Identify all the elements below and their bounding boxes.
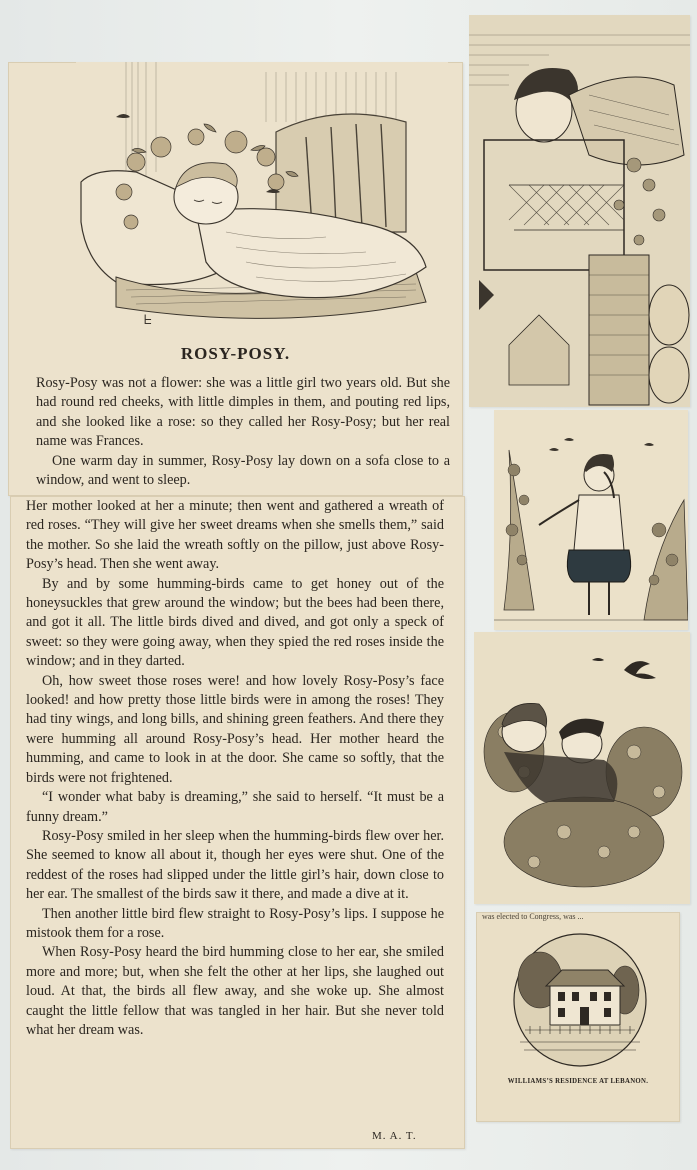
illustration-woman-at-window (469, 15, 690, 407)
clipping-fragment-text: was elected to Congress, was ... (482, 912, 584, 921)
story-paragraph: Oh, how sweet those roses were! and how lovely Rosy-Posy’s face looked! and how pretty those little birds were in among the roses! They had tiny wings, and long bills, and shining green feathers. And there they were humming all around Rosy-Posy’s head. Her mother heard the humming, and came to look in at the door. She came so softly, that the birds were not frightened. (26, 672, 444, 786)
illustration-girl-in-garden (494, 410, 688, 630)
story-paragraph: Rosy-Posy was not a flower: she was a little girl two years old. But she had round red cheeks, with little dimples in them, and pouting red lips, and she looked like a rose: so they called her Rosy-Posy; but her real name was Frances. (36, 375, 450, 450)
story-signature: M. A. T. (372, 1130, 417, 1142)
residence-caption: WILLIAMS’S RESIDENCE AT LEBANON. (507, 1078, 649, 1085)
story-text-body (26, 497, 444, 1040)
story-text-top (36, 374, 450, 490)
story-paragraph: When Rosy-Posy heard the bird humming close to her ear, she smiled more and more; but, when she felt the other at her lips, she laughed out loud. At that, the birds all flew away, and she woke up. She almost caught the little fellow that was tangled in her hair. But she never told what her dream was. (26, 944, 444, 1038)
story-paragraph: By and by some humming-birds came to get honey out of the honeysuckles that grew around the window; but the bees had been there, and got it all. The little birds dived and dived, and got only a speck of sweet: so they were going away, when they spied the red roses inside the window; and in they darted. (26, 575, 444, 670)
story-paragraph: One warm day in summer, Rosy-Posy lay down on a sofa close to a window, and went to sleep. (36, 452, 450, 489)
svg-text:ᖶ: ᖶ (144, 312, 152, 327)
illustration-house (510, 930, 650, 1070)
story-paragraph: Rosy-Posy smiled in her sleep when the humming-birds flew over her. She seemed to know all about it, though her eyes were shut. One of the reddest of the roses had slipped under the little girl’s hair, down close to her ear. The smallest of the birds saw it there, and made a dive at it. (26, 827, 444, 903)
illustration-children-in-bushes (474, 632, 690, 904)
illustration-sleeping-girl (76, 62, 448, 330)
story-paragraph: Then another little bird flew straight to Rosy-Posy’s lips. I suppose he mistook them for a rose. (26, 905, 444, 941)
story-paragraph: Her mother looked at her a minute; then went and gathered a wreath of red roses. “They will give her sweet dreams when she smells them,” said the mother. So she laid the wreath softly on the pillow, just above Rosy-Posy’s head. Then she went away. (26, 498, 444, 573)
story-title: ROSY-POSY. (180, 344, 291, 363)
story-paragraph: “I wonder what baby is dreaming,” she said to herself. “It must be a funny dream.” (26, 789, 444, 825)
